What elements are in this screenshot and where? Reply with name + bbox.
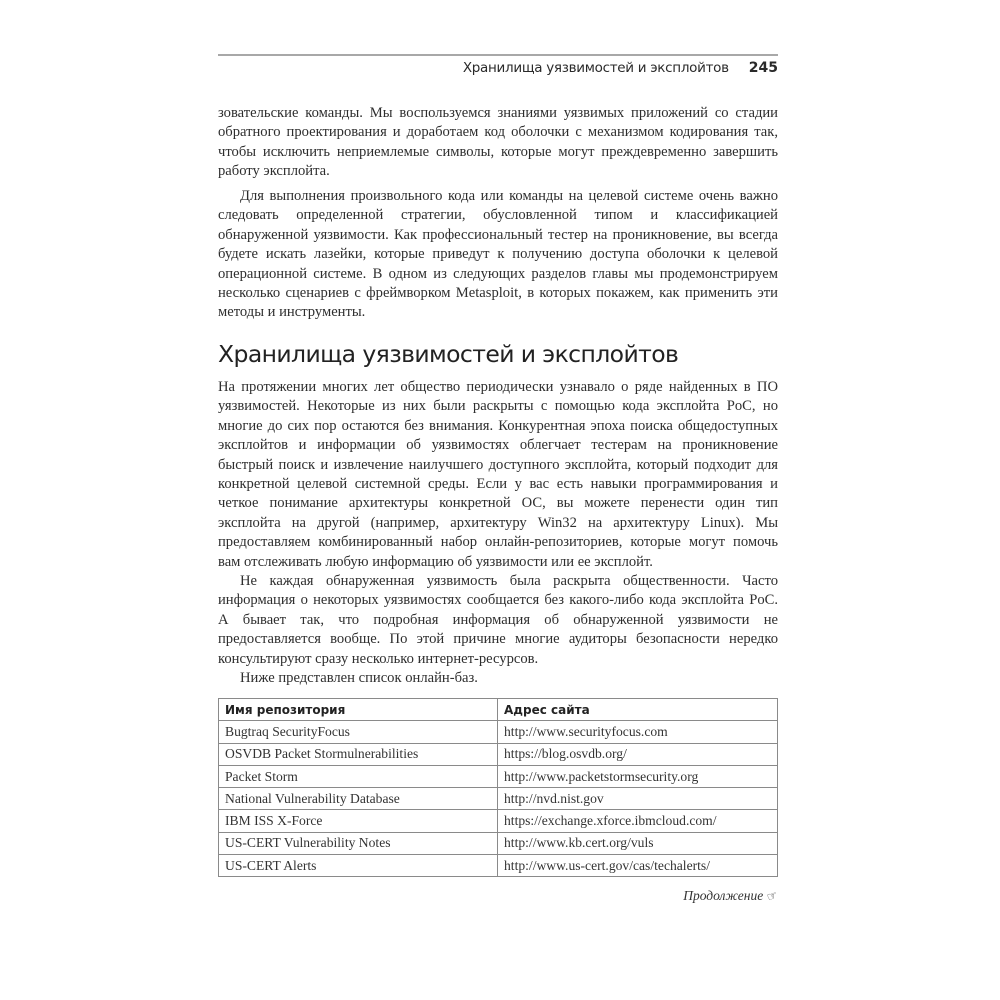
- paragraph-disclosure: Не каждая обнаруженная уязвимость была раскрыта общественности. Часто информация о некоторых уязвимостях сообщается без какого-либо кода эксплойта PoC. А бывает так, что подробная информация об обнаруженной уязвимости не предоставляется вообще. По этой причине многие аудиторы безопасности нередко консультируют сразу несколько интернет-ресурсов.: [218, 573, 778, 667]
- repository-name: US-CERT Vulnerability Notes: [219, 832, 498, 854]
- table-row: [219, 810, 778, 832]
- paragraph-list-intro: Ниже представлен список онлайн-баз.: [240, 670, 478, 687]
- repository-url: http://www.kb.cert.org/vuls: [498, 832, 778, 854]
- repository-url: https://exchange.xforce.ibmcloud.com/: [498, 810, 778, 832]
- running-head: [218, 60, 778, 76]
- column-header-repository: Имя репозитория: [219, 699, 498, 721]
- section-body: [218, 378, 778, 689]
- repository-name: US-CERT Alerts: [219, 855, 498, 877]
- repository-url: http://www.packetstormsecurity.org: [498, 765, 778, 787]
- table-row: [219, 765, 778, 787]
- repository-name: IBM ISS X-Force: [219, 810, 498, 832]
- repository-url: http://nvd.nist.gov: [498, 788, 778, 810]
- repositories-table: [218, 698, 778, 877]
- continued-label: Продолжение: [683, 888, 764, 903]
- section-heading: Хранилища уязвимостей и эксплойтов: [218, 340, 679, 368]
- repository-name: National Vulnerability Database: [219, 788, 498, 810]
- repository-url: https://blog.osvdb.org/: [498, 743, 778, 765]
- column-header-url: Адрес сайта: [498, 699, 778, 721]
- table-row: [219, 788, 778, 810]
- pointing-hand-icon: ☞: [764, 887, 780, 905]
- header-rule: [218, 54, 778, 56]
- continued-note: [683, 888, 778, 904]
- paragraph-intro: На протяжении многих лет общество периодически узнавало о ряде найденных в ПО уязвимостей. Некоторые из них были раскрыты с помощью кода эксплойта PoC, но многие до сих пор остаются без внимания. Конкурентная эпоха поиска общедоступных эксплойтов и информации об уязвимостях облегчает тестерам на проникновение быстрый поиск и извлечение наилучшего доступного эксплойта, который подходит для конкретной целевой системной среды. Если у вас есть навыки программирования и четкое понимание архитектуры конкретной ОС, вы можете перенести один тип эксплойта на другой (например, архитектуру Win32 на архитектуру Linux). Мы предоставляем комбинированный набор онлайн-репозиториев, которые могут помочь вам отслеживать любую информацию об уязвимости или ее эксплойт.: [218, 379, 778, 570]
- table-row: [219, 832, 778, 854]
- paragraph-continuation: зовательские команды. Мы воспользуемся знаниями уязвимых приложений со стадии обратного проектирования и доработаем код оболочки с механизмом кодирования так, чтобы исключить неприемлемые символы, которые могут преждевременно завершить работу эксплойта.: [218, 105, 778, 180]
- repository-name: OSVDB Packet Stormulnerabilities: [219, 743, 498, 765]
- page-number: 245: [748, 60, 778, 76]
- repository-url: http://www.securityfocus.com: [498, 721, 778, 743]
- repository-name: Bugtraq SecurityFocus: [219, 721, 498, 743]
- table-row: [219, 743, 778, 765]
- running-title: Хранилища уязвимостей и эксплойтов: [462, 60, 729, 76]
- table-row: [219, 855, 778, 877]
- repository-name: Packet Storm: [219, 765, 498, 787]
- table-row: [219, 721, 778, 743]
- repository-url: http://www.us-cert.gov/cas/techalerts/: [498, 855, 778, 877]
- table-header-row: [219, 699, 778, 721]
- paragraph-strategy: Для выполнения произвольного кода или команды на целевой системе очень важно следовать определенной стратегии, обусловленной типом и классификацией обнаруженной уязвимости. Как профессиональный тестер на проникновение, вы всегда будете искать лазейки, которые приведут к получению доступа оболочки к целевой операционной системе. В одном из следующих разделов главы мы продемонстрируем несколько сценариев с фреймворком Metasploit, в которых покажем, как применить эти методы и инструменты.: [218, 188, 778, 321]
